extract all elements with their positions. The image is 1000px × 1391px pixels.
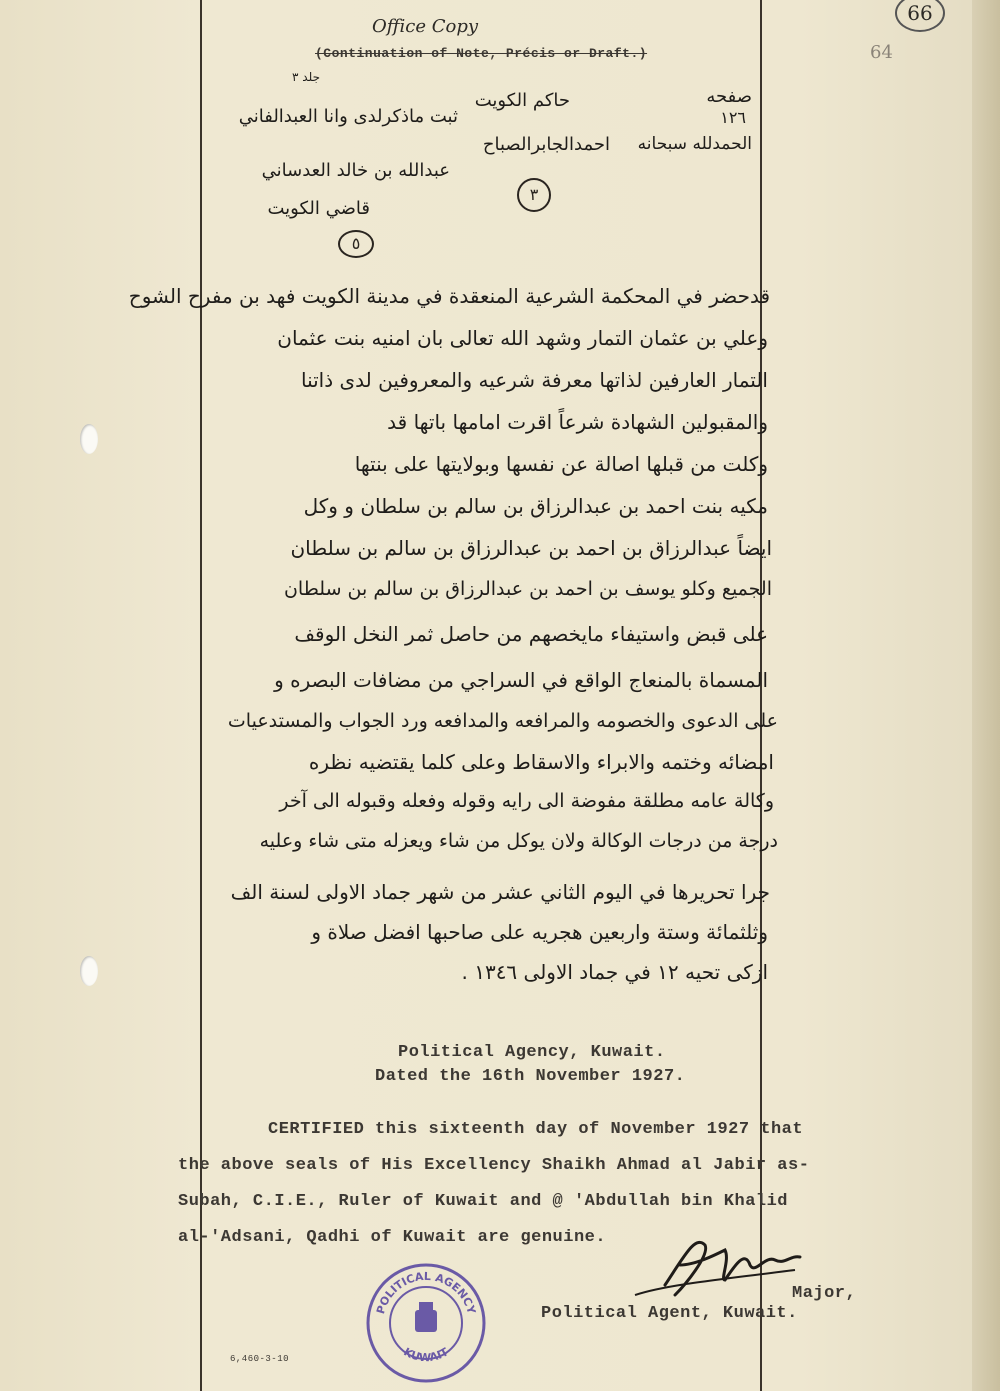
seal-right-line-1: صفحه [706,86,752,107]
cert-line-1: CERTIFIED this sixteenth day of November 1927 that [268,1120,804,1139]
page-number-pencil: 64 [870,42,893,63]
seal-right-line-3: الحمدلله سبحانه [637,134,752,154]
arabic-line-10: المسماة بالمنعاج الواقع في السراجي من مضافات البصره و [274,668,768,692]
cert-line-2: the above seals of His Excellency Shaikh Ahmad al Jabir as- [178,1156,810,1175]
date-line: Dated the 16th November 1927. [375,1067,686,1086]
arabic-line-15: جرا تحريرها في اليوم الثاني عشر من شهر جماد الاولى لسنة الف [230,880,770,904]
arabic-line-1: قدحضر في المحكمة الشرعية المنعقدة في مدينة الكويت فهد بن مفرح الشوح [128,284,770,308]
seal-middle-line-1: حاكم الكويت [474,90,570,111]
seal-left-line-1: جلد ٣ [292,70,320,84]
punch-hole-top [80,424,98,454]
arabic-line-2: وعلي بن عثمان التمار وشهد الله تعالى بان امنيه بنت عثمان [277,326,768,350]
page-number: 66 [907,1,933,25]
seal-left-line-4: قاضي الكويت [267,198,370,219]
signatory-title: Political Agent, Kuwait. [541,1304,798,1323]
arabic-line-9: على قبض واستيفاء مايخصهم من حاصل ثمر النخل الوقف [294,622,768,646]
svg-text:KUWAIT: KUWAIT [401,1345,451,1365]
circled-number-5: ٥ [338,230,374,258]
arabic-line-8: الجميع وكلو يوسف بن احمد بن عبدالرزاق بن سالم بن سلطان [283,578,772,600]
page-number-circle [895,0,945,32]
arabic-line-5: وكلت من قبلها اصالة عن نفسها وبولايتها على بنتها [354,452,768,476]
arabic-line-17-placed: ازكى تحيه ١٢ في جماد الاولى ١٣٤٦ . [461,960,768,984]
cert-line-4: al-'Adsani, Qadhi of Kuwait are genuine. [178,1228,607,1247]
seal-right-line-2: ١٢٦ [720,108,746,127]
svg-text:POLITICAL AGENCY: POLITICAL AGENCY [374,1269,478,1316]
left-margin-rule [200,0,202,1391]
political-agency-stamp [365,1262,487,1384]
arabic-line-12: امضائه وختمه والابراء والاسقاط وعلى كلما يقتضيه نظره [308,750,774,774]
signature [625,1225,805,1305]
signatory-rank: Major, [792,1284,857,1303]
circled-number-3: ٣ [517,178,551,212]
right-margin-rule [760,0,762,1391]
cert-line-3: Subah, C.I.E., Ruler of Kuwait and @ 'Abdullah bin Khalid [178,1192,788,1211]
binding-edge [972,0,1000,1391]
arabic-line-6: مكيه بنت احمد بن عبدالرزاق بن سالم بن سلطان و وكل [303,494,768,518]
print-code: 6,460-3-10 [230,1354,290,1364]
office-copy-note: Office Copy [372,16,479,37]
punch-hole-bottom [80,956,98,986]
seal-left-line-3: عبدالله بن خالد العدساني [261,160,450,181]
arabic-line-11: على الدعوى والخصومه والمرافعه والمدافعه ورد الجواب والمستدعيات [227,710,778,732]
seal-middle-line-2: احمدالجابرالصباح [482,134,610,155]
arabic-line-13: وكالة عامه مطلقة مفوضة الى رايه وقوله وفعله وقبوله الى آخر [279,790,774,812]
arabic-line-14: درجة من درجات الوكالة ولان يوكل من شاء ويعزله متى شاء وعليه [259,830,778,852]
arabic-line-7: ايضاً عبدالرزاق بن احمد بن عبدالرزاق بن سالم بن سلطان [290,536,772,560]
arabic-line-4v: والمقبولين الشهادة شرعاً اقرت امامها باتها قد [387,410,768,434]
agency-heading: Political Agency, Kuwait. [398,1043,666,1062]
arabic-line-16-placed: وثلثمائة وستة واربعين هجريه على صاحبها افضل صلاة و [311,920,768,944]
form-title: (Continuation of Note, Précis or Draft.) [315,46,648,61]
seal-left-line-2: ثبت ماذكرلدى وانا العبدالفاني [238,106,458,127]
arabic-line-3: التمار العارفين لذاتها معرفة شرعيه والمعروفين لدى ذاتنا [300,368,768,392]
